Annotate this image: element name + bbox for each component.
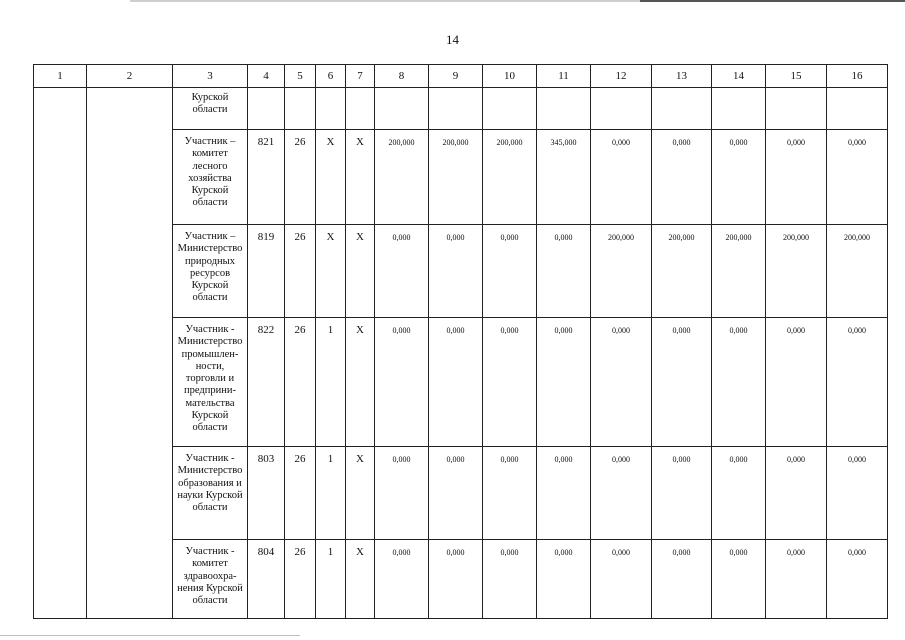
value-cell: 0,000 (766, 318, 827, 447)
header-cell: 8 (375, 65, 429, 88)
value-cell: 0,000 (483, 447, 537, 540)
value-cell: 0,000 (537, 318, 591, 447)
participant-name: Участник - Министерство образования и науки Курской области (173, 447, 248, 540)
value-cell (591, 88, 652, 130)
value-cell: 0,000 (827, 318, 888, 447)
budget-table (33, 64, 888, 619)
value-cell: 0,000 (652, 540, 712, 619)
value-cell: 0,000 (591, 130, 652, 225)
code-cell: 803 (248, 447, 285, 540)
header-cell: 13 (652, 65, 712, 88)
value-cell: 0,000 (712, 318, 766, 447)
participant-name: Участник - комитет здравоохра-нения Курской области (173, 540, 248, 619)
header-cell: 12 (591, 65, 652, 88)
code-cell: 1 (316, 540, 346, 619)
value-cell: 200,000 (766, 225, 827, 318)
col2-cell (87, 88, 173, 619)
code-cell: 822 (248, 318, 285, 447)
participant-name: Курской области (173, 88, 248, 130)
value-cell: 0,000 (766, 447, 827, 540)
code-cell (316, 88, 346, 130)
value-cell: 0,000 (766, 540, 827, 619)
header-cell: 3 (173, 65, 248, 88)
code-cell: 26 (285, 318, 316, 447)
value-cell: 0,000 (429, 318, 483, 447)
header-cell: 5 (285, 65, 316, 88)
code-cell: 1 (316, 318, 346, 447)
value-cell: 0,000 (652, 130, 712, 225)
value-cell: 0,000 (766, 130, 827, 225)
value-cell: 0,000 (483, 318, 537, 447)
value-cell (375, 88, 429, 130)
header-cell: 10 (483, 65, 537, 88)
value-cell (712, 88, 766, 130)
code-cell: X (346, 540, 375, 619)
code-cell (285, 88, 316, 130)
code-cell: 26 (285, 540, 316, 619)
code-cell: X (346, 225, 375, 318)
value-cell: 0,000 (537, 225, 591, 318)
value-cell: 345,000 (537, 130, 591, 225)
value-cell: 0,000 (712, 130, 766, 225)
header-cell: 11 (537, 65, 591, 88)
header-cell: 4 (248, 65, 285, 88)
value-cell: 0,000 (483, 225, 537, 318)
code-cell: X (316, 225, 346, 318)
code-cell: X (346, 130, 375, 225)
code-cell: X (346, 318, 375, 447)
value-cell (766, 88, 827, 130)
col1-cell (34, 88, 87, 619)
header-cell: 9 (429, 65, 483, 88)
value-cell (827, 88, 888, 130)
code-cell (248, 88, 285, 130)
code-cell: X (346, 447, 375, 540)
value-cell: 200,000 (591, 225, 652, 318)
value-cell: 0,000 (537, 447, 591, 540)
value-cell: 0,000 (591, 318, 652, 447)
header-cell: 2 (87, 65, 173, 88)
value-cell: 200,000 (712, 225, 766, 318)
value-cell: 0,000 (429, 540, 483, 619)
value-cell: 0,000 (827, 130, 888, 225)
code-cell: 821 (248, 130, 285, 225)
header-cell: 7 (346, 65, 375, 88)
header-row (34, 65, 888, 88)
code-cell: 26 (285, 225, 316, 318)
value-cell (537, 88, 591, 130)
value-cell (429, 88, 483, 130)
value-cell: 0,000 (827, 447, 888, 540)
code-cell: 26 (285, 130, 316, 225)
value-cell: 200,000 (827, 225, 888, 318)
value-cell: 0,000 (375, 447, 429, 540)
value-cell: 0,000 (652, 447, 712, 540)
value-cell: 0,000 (375, 318, 429, 447)
participant-name: Участник - Министерство промышлен-ности, торговли и предприни-мательства Курской области (173, 318, 248, 447)
table-row (34, 88, 888, 130)
code-cell: 26 (285, 447, 316, 540)
scan-edge-bottom (0, 635, 300, 636)
code-cell (346, 88, 375, 130)
value-cell: 0,000 (591, 540, 652, 619)
value-cell: 0,000 (712, 447, 766, 540)
code-cell: 804 (248, 540, 285, 619)
value-cell (652, 88, 712, 130)
value-cell: 200,000 (652, 225, 712, 318)
value-cell: 0,000 (827, 540, 888, 619)
value-cell: 0,000 (483, 540, 537, 619)
code-cell: 819 (248, 225, 285, 318)
code-cell: 1 (316, 447, 346, 540)
value-cell: 0,000 (375, 540, 429, 619)
value-cell: 0,000 (375, 225, 429, 318)
value-cell: 0,000 (537, 540, 591, 619)
value-cell: 200,000 (483, 130, 537, 225)
value-cell: 0,000 (712, 540, 766, 619)
value-cell: 200,000 (375, 130, 429, 225)
header-cell: 14 (712, 65, 766, 88)
header-cell: 1 (34, 65, 87, 88)
value-cell: 200,000 (429, 130, 483, 225)
participant-name: Участник – Министерство природных ресурсов Курской области (173, 225, 248, 318)
value-cell: 0,000 (429, 225, 483, 318)
value-cell: 0,000 (591, 447, 652, 540)
scan-edge-top-dark (640, 0, 905, 2)
value-cell (483, 88, 537, 130)
value-cell: 0,000 (429, 447, 483, 540)
header-cell: 16 (827, 65, 888, 88)
participant-name: Участник – комитет лесного хозяйства Курской области (173, 130, 248, 225)
header-cell: 6 (316, 65, 346, 88)
value-cell: 0,000 (652, 318, 712, 447)
code-cell: X (316, 130, 346, 225)
page-number: 14 (446, 32, 459, 47)
header-cell: 15 (766, 65, 827, 88)
